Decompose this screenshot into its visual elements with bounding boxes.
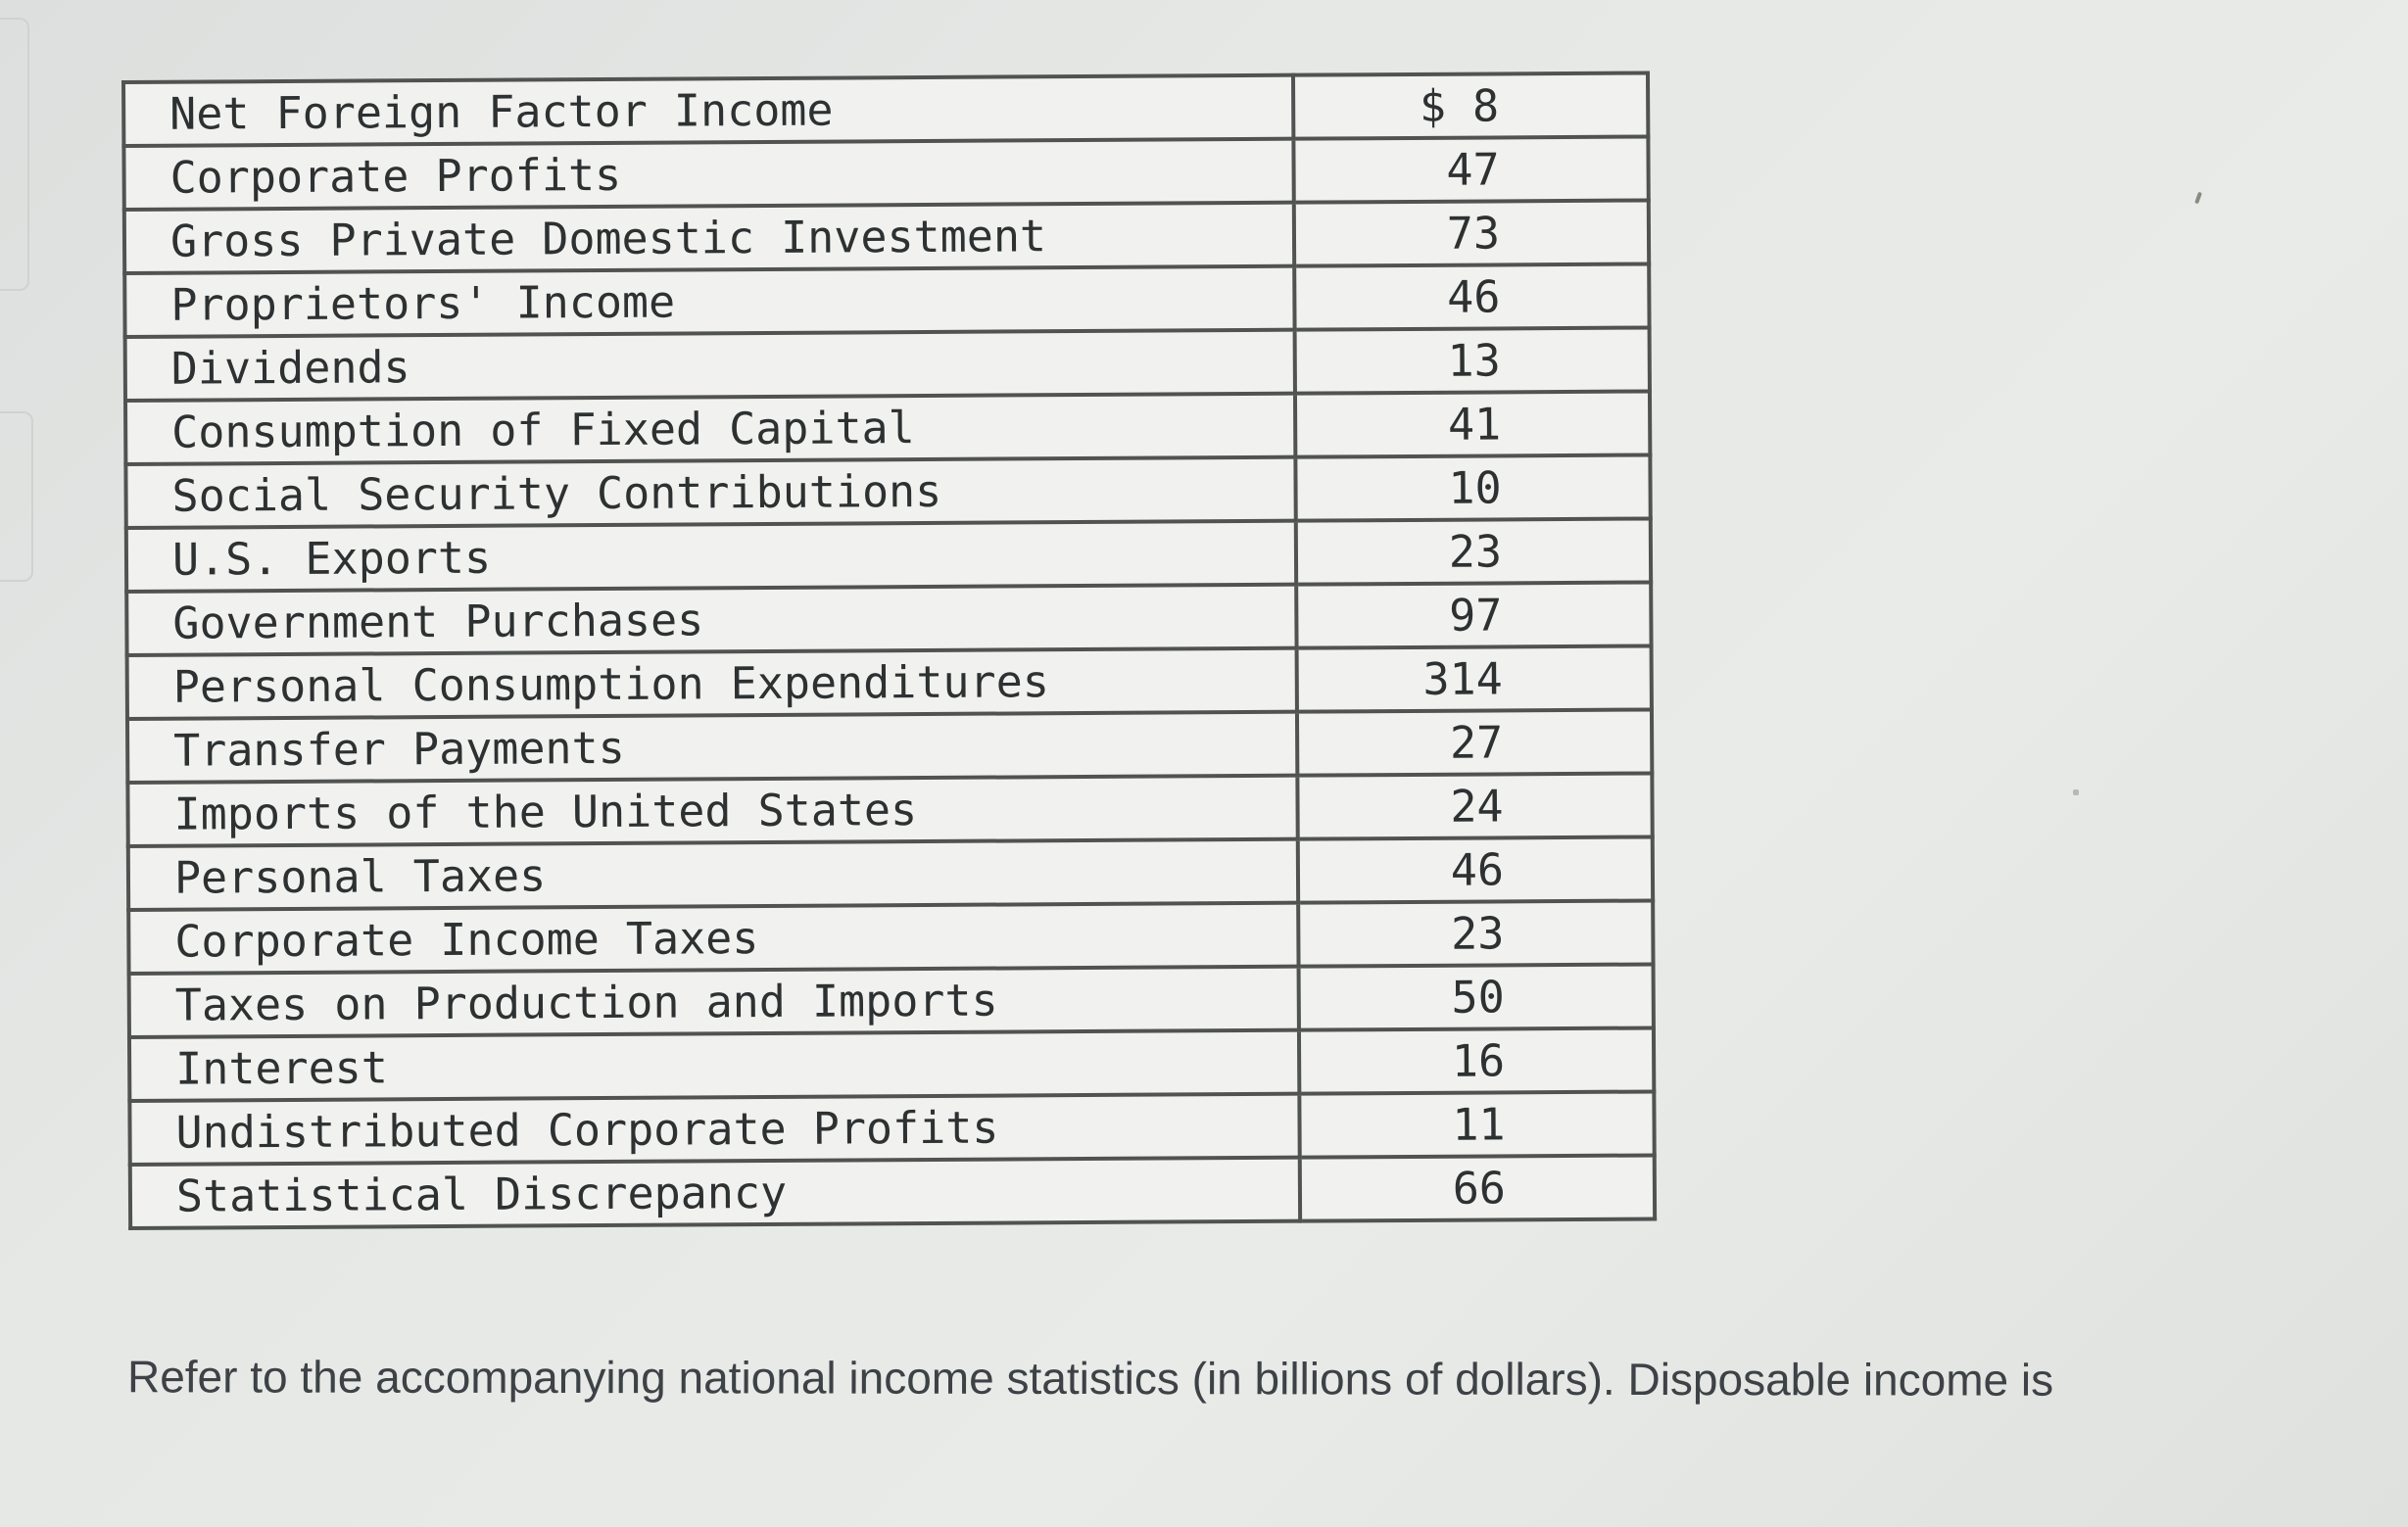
question-text: Refer to the accompanying national income statistics (in billions of dollars). Disposable income is (126, 1351, 2054, 1406)
row-label: Personal Taxes (128, 839, 1298, 910)
table-row (126, 518, 1651, 592)
row-label: Statistical Discrepancy (130, 1158, 1300, 1228)
table-row (128, 836, 1653, 910)
row-label: Proprietors' Income (124, 266, 1294, 337)
table-row (127, 773, 1652, 846)
row-value: 13 (1295, 327, 1650, 393)
row-value: 10 (1295, 454, 1650, 520)
screen-edge-fragment (0, 18, 29, 291)
row-value: 46 (1298, 836, 1653, 902)
table-row (125, 327, 1650, 401)
row-label: Taxes on Production and Imports (129, 967, 1299, 1037)
screen-speck (2073, 789, 2079, 795)
row-label: Social Security Contributions (125, 457, 1295, 528)
row-label: Gross Private Domestic Investment (124, 203, 1294, 273)
row-label: Transfer Payments (127, 712, 1297, 783)
table-row (125, 454, 1650, 528)
row-label: Consumption of Fixed Capital (125, 394, 1295, 464)
row-value: 50 (1299, 964, 1654, 1029)
national-income-table (121, 71, 1657, 1230)
table-row (124, 200, 1649, 273)
row-label: Government Purchases (126, 585, 1296, 655)
row-label: Undistributed Corporate Profits (129, 1094, 1299, 1165)
table-row (128, 900, 1653, 974)
row-value: 73 (1294, 200, 1649, 265)
row-value: 27 (1297, 709, 1652, 775)
table-row (129, 964, 1654, 1037)
screen-speck (2194, 192, 2202, 205)
row-label: Net Foreign Factor Income (123, 75, 1293, 146)
row-label: Personal Consumption Expenditures (127, 648, 1297, 719)
row-value: 46 (1294, 263, 1649, 329)
table-row (124, 263, 1649, 337)
table-row (127, 709, 1652, 783)
row-label: Dividends (125, 330, 1295, 401)
table-row (129, 1091, 1654, 1165)
row-value: 16 (1299, 1027, 1654, 1093)
row-value: 24 (1297, 773, 1652, 838)
row-label: Imports of the United States (127, 776, 1297, 846)
table-row (127, 645, 1652, 719)
table-row (125, 391, 1650, 464)
row-label: U.S. Exports (126, 521, 1296, 592)
row-label: Corporate Income Taxes (128, 903, 1298, 974)
row-value: 23 (1296, 518, 1651, 584)
row-label: Interest (129, 1030, 1299, 1101)
table-row (123, 136, 1648, 210)
table-row (126, 582, 1651, 655)
row-label: Corporate Profits (123, 139, 1293, 210)
table-row (123, 72, 1648, 146)
row-value: 97 (1296, 582, 1651, 647)
table-row (130, 1155, 1655, 1228)
table-row (129, 1027, 1654, 1101)
row-value: 47 (1293, 136, 1648, 202)
screen-edge-fragment (0, 411, 33, 582)
row-value: 41 (1295, 391, 1650, 456)
row-value: 23 (1298, 900, 1653, 966)
row-value: $ 8 (1293, 72, 1648, 138)
row-value: 66 (1300, 1155, 1655, 1220)
row-value: 314 (1297, 645, 1652, 711)
row-value: 11 (1299, 1091, 1654, 1157)
